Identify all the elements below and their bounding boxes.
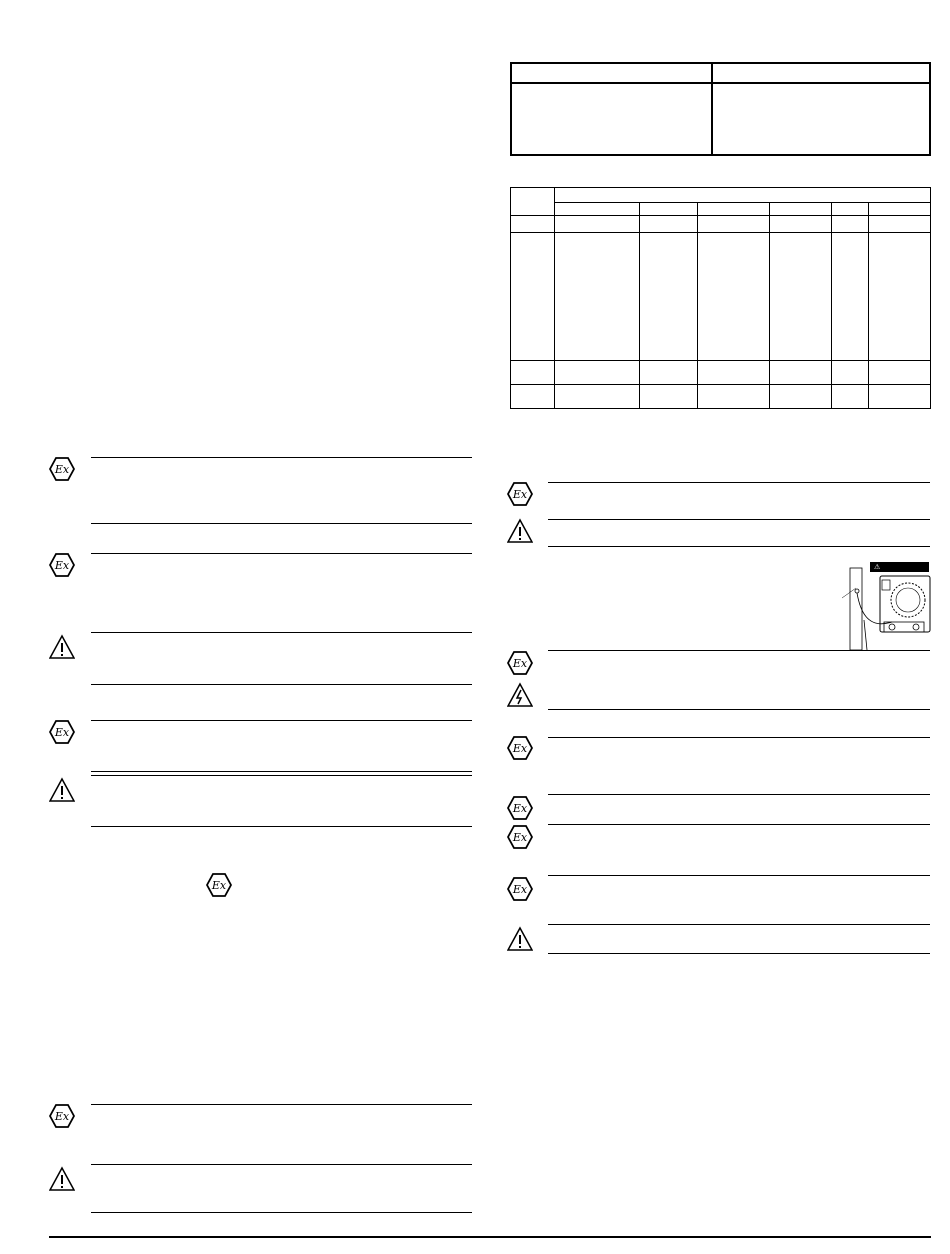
notice-rule [91, 1164, 472, 1165]
svg-text:Ex: Ex [54, 1110, 70, 1123]
notice-rule [91, 771, 472, 772]
ex-icon [507, 650, 533, 676]
info-table [510, 62, 931, 156]
notice-rule [548, 953, 930, 954]
ex-icon [49, 552, 75, 578]
notice-rule [91, 457, 472, 458]
warning-triangle-icon [507, 518, 533, 544]
grounding-figure [812, 560, 932, 650]
svg-text:Ex: Ex [512, 802, 528, 815]
notice-rule [548, 737, 930, 738]
svg-text:Ex: Ex [211, 879, 227, 892]
ex-icon [507, 824, 533, 850]
notice-rule [548, 519, 930, 520]
ex-icon [507, 735, 533, 761]
svg-text:Ex: Ex [54, 726, 70, 739]
notice-rule [548, 482, 930, 483]
ex-icon [49, 1103, 75, 1129]
spec-table [510, 187, 931, 409]
svg-text:Ex: Ex [512, 657, 528, 670]
notice-rule [548, 794, 930, 795]
notice-rule [91, 632, 472, 633]
ex-icon [49, 456, 75, 482]
ex-icon [507, 481, 533, 507]
notice-rule [548, 546, 930, 547]
notice-rule [91, 826, 472, 827]
ex-icon [507, 795, 533, 821]
svg-text:Ex: Ex [512, 488, 528, 501]
notice-rule [91, 523, 472, 524]
notice-rule [91, 684, 472, 685]
ex-icon [507, 876, 533, 902]
notice-rule [91, 720, 472, 721]
ex-icon [206, 872, 232, 898]
svg-text:Ex: Ex [512, 883, 528, 896]
warning-triangle-icon [49, 777, 75, 803]
notice-rule [548, 875, 930, 876]
footer-rule [49, 1236, 931, 1238]
ex-icon [49, 719, 75, 745]
notice-rule [91, 775, 472, 776]
electrical-hazard-icon [507, 682, 533, 708]
svg-text:Ex: Ex [54, 559, 70, 572]
warning-triangle-icon [49, 1166, 75, 1192]
notice-rule [91, 553, 472, 554]
notice-rule [91, 1104, 472, 1105]
warning-triangle-icon [507, 926, 533, 952]
notice-rule [548, 650, 930, 651]
svg-text:Ex: Ex [54, 463, 70, 476]
notice-rule [91, 1212, 472, 1213]
figure-warning-label: ⚠ [870, 562, 929, 572]
notice-rule [548, 709, 930, 710]
svg-text:Ex: Ex [512, 831, 528, 844]
notice-rule [548, 824, 930, 825]
notice-rule [548, 924, 930, 925]
svg-text:Ex: Ex [512, 742, 528, 755]
warning-triangle-icon [49, 634, 75, 660]
